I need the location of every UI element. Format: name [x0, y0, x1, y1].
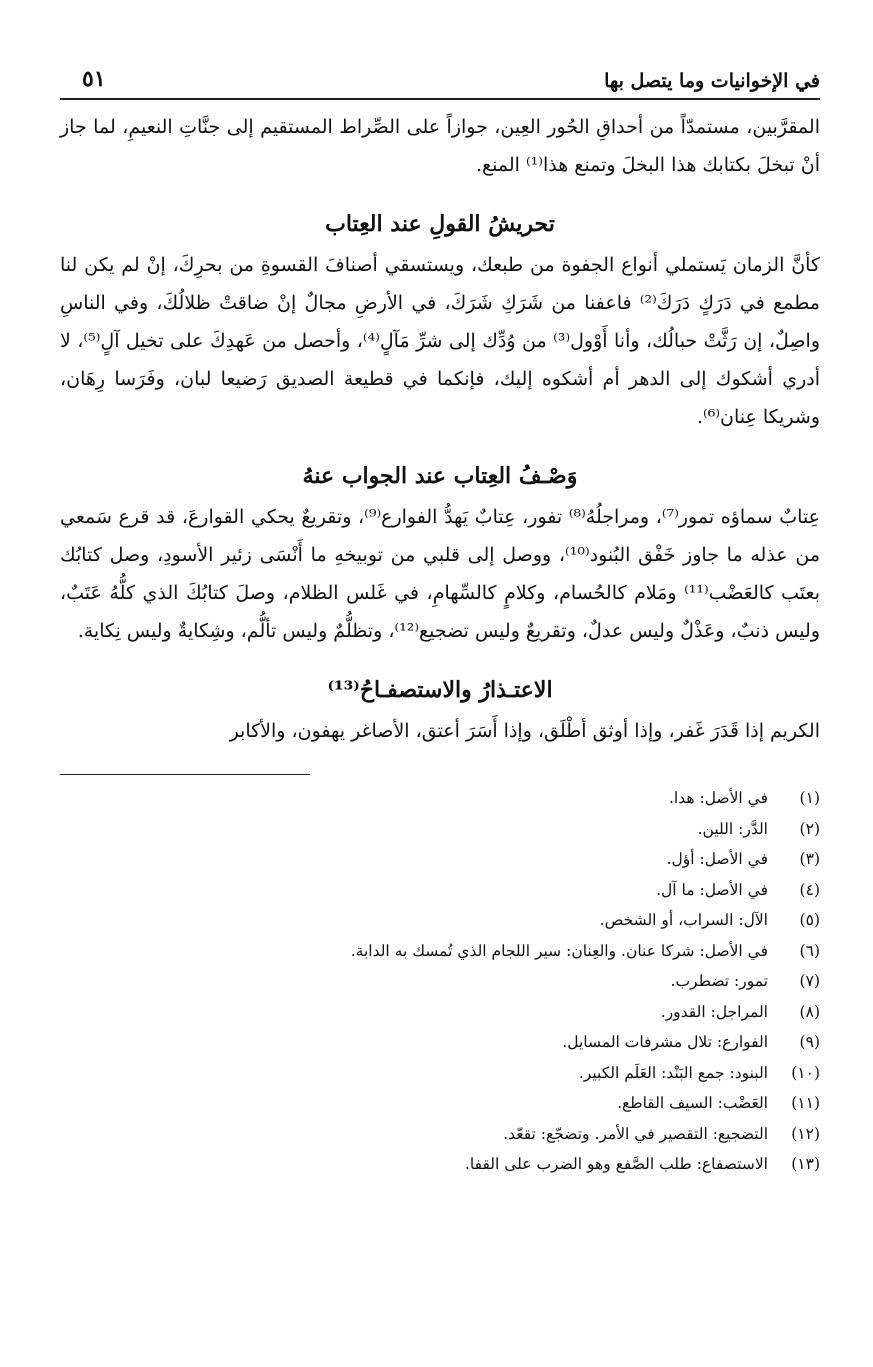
footnote-text: تمور: تضطرب.: [670, 972, 768, 990]
footnote-number: (٧): [799, 972, 820, 990]
footnote-text: البنود: جمع البَنْد: العَلَم الكبير.: [578, 1063, 768, 1082]
footnote-number: (١٣): [791, 1155, 820, 1173]
page-header: [60, 58, 820, 100]
footnote-number: (٢): [799, 819, 820, 838]
footnote-item: [60, 966, 820, 997]
footnote-item: [60, 1027, 820, 1058]
footnote-divider-wrap: [60, 774, 820, 775]
section-heading: وَصْـفُ العِتاب عند الجواب عنهُ: [302, 463, 578, 489]
footnote-number: (١٠): [791, 1063, 820, 1082]
footnote-number: (٥): [799, 911, 820, 929]
footnote-item: [60, 783, 820, 814]
footnote-item: [60, 814, 820, 845]
section-1: [60, 206, 820, 436]
footnote-item: [60, 844, 820, 875]
footnote-number: (٨): [799, 1002, 820, 1021]
footnote-number: (١): [799, 789, 820, 807]
footnote-item: [60, 875, 820, 906]
footnote-number: (٦): [799, 941, 820, 960]
section-paragraph: عِتابٌ سماؤه تمور⁽⁷⁾، ومراجلُهُ⁽⁸⁾ تفور، عِتابٌ يَهدُّ الفوارع⁽⁹⁾، وتقريعٌ يحكي القوارعَ، قد قرع سَمعي من عذله ما جاوز خَفْق البُنود⁽¹⁰⁾، ووصل إلى قلبي من توبيخهِ ما أَنْسَى زئير الأسودِ، وصل كتابُك بعتَب كالعَضْب⁽¹¹⁾ ومَلام كالحُسام، وكلامٍ كالسِّهامِ، في غَلس الظلام، وصلَ كتابُكَ الذي كلُّهُ عَتَبٌ، وليس ذنبٌ، وعَذْلٌ وليس عدلٌ، وتقريعٌ وليس تضجيع⁽¹²⁾، وتظلُّمٌ وليس تألُّم، وشِكايةٌ وليس نِكاية.: [60, 506, 821, 642]
page-number: ٥١: [82, 66, 106, 92]
section-2: [60, 458, 820, 650]
footnote-text: العَضْب: السيف القاطع.: [617, 1094, 768, 1112]
footnote-item: [60, 905, 820, 936]
section-paragraph: الكريم إذا قَدَرَ غَفر، وإذا أوثق أطْلَق، وإذا أَسَرَ أعتق، الأصاغر يهفون، والأكابر: [229, 720, 820, 742]
footnote-text: الفوارع: تلال مشرفات المسايل.: [562, 1033, 768, 1051]
section-heading: الاعتـذارُ والاستصفـاحُ⁽¹³⁾: [327, 677, 553, 703]
section-paragraph: كأنَّ الزمان يَستملي أنواع الجفوة من طبعك، ويستسقي أصنافَ القسوةِ من بحرِكَ، إنْ لم يكن لنا مطمع في دَرَكٍ دَرَكَ⁽²⁾ فاعفنا من شَرَكِ شَرَكَ، في الأرضِ مجالٌ إنْ ضاقتْ ظلالُكَ، وفي الناسِ واصِلٌ، إن رَثَّتْ حبالُك، وأنا أَوْول⁽³⁾ من وُدِّك إلى شرِّ مَآلٍ⁽⁴⁾، وأحصل من عَهدِكَ على تخيل آلٍ⁽⁵⁾، لا أدري أشكوك إلى الدهر أم أشكوه إليك، فإنكما في قطيعة الصديق رَضيعا لبان، وفَرَسا رِهَان، وشريكا عِنان⁽⁶⁾.: [60, 254, 820, 428]
footnote-text: في الأصل: هدا.: [669, 789, 768, 807]
footnote-number: (٣): [799, 850, 820, 868]
intro-paragraph: المقرَّبين، مستمدّاً من أحداقِ الحُور العِين، جوازاً على الصِّراط المستقيم إلى جنَّاتِ النعيمِ، لما جاز أنْ تبخلَ بكتابك هذا البخلَ وتمنع هذا⁽¹⁾ المنع.: [60, 116, 820, 176]
footnote-number: (١١): [791, 1094, 820, 1112]
footnote-item: [60, 936, 820, 967]
footnote-text: الآل: السراب، أو الشخص.: [599, 911, 768, 929]
section-heading: تحريشُ القولِ عند العِتاب: [325, 211, 555, 237]
footnote-item: [60, 1058, 820, 1089]
footnote-number: (١٢): [791, 1124, 820, 1143]
footnote-divider: [60, 774, 310, 775]
section-3: [60, 672, 820, 750]
footnote-text: المراجل: القدور.: [660, 1002, 768, 1021]
footnote-item: [60, 997, 820, 1028]
footnote-text: التضجيع: التقصير في الأمر. وتضجّع: تقعّد.: [503, 1124, 768, 1143]
footnote-number: (٤): [799, 880, 820, 899]
footnotes-list: [60, 783, 820, 1180]
footnote-text: في الأصل: ما آل.: [656, 880, 768, 899]
footnote-text: في الأصل: أؤل.: [666, 850, 768, 868]
running-title: في الإخوانيات وما يتصل بها: [604, 70, 820, 92]
footnote-text: الدَّر: اللين.: [697, 819, 768, 838]
footnote-item: [60, 1088, 820, 1119]
footnote-text: الاستصفاع: طلب الصَّفع وهو الضرب على القفا.: [464, 1155, 768, 1173]
book-page: [60, 58, 820, 1180]
footnote-item: [60, 1149, 820, 1180]
footnote-number: (٩): [799, 1033, 820, 1051]
footnote-text: في الأصل: شركا عنان. والعِنان: سير اللجام الذي تُمسك به الدابة.: [350, 941, 768, 960]
footnote-item: [60, 1119, 820, 1150]
